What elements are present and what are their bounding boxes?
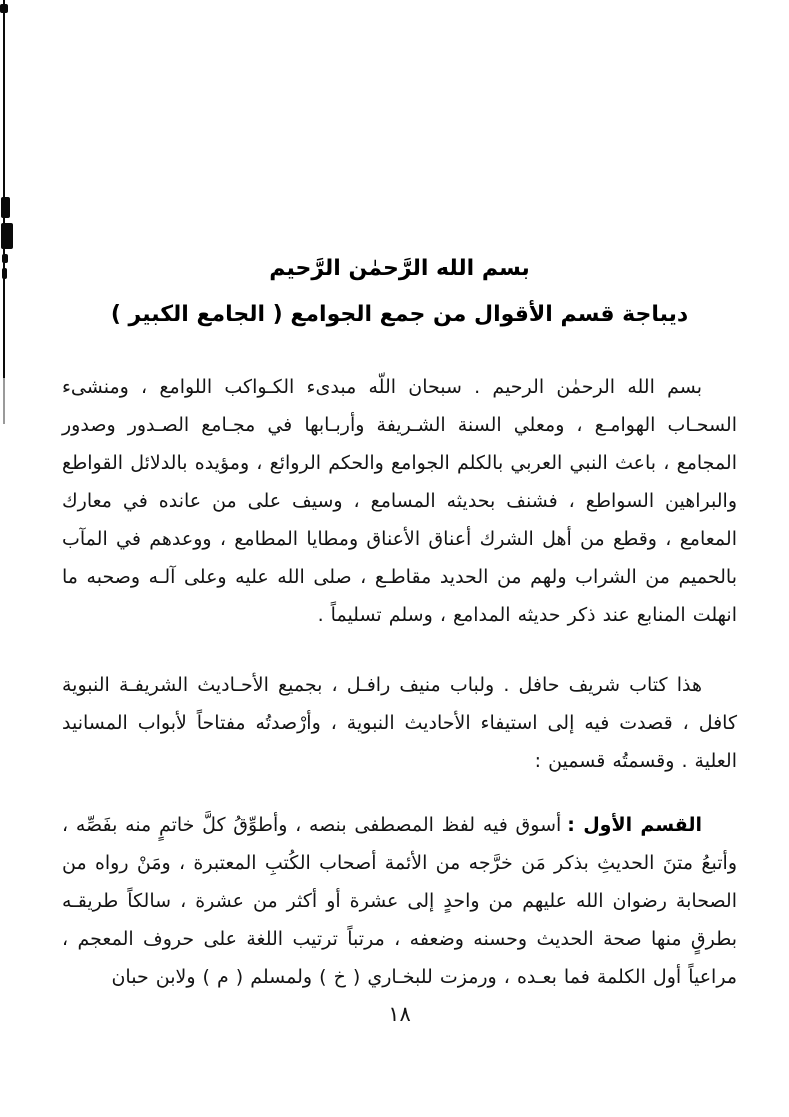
scan-ink-blot <box>2 268 7 279</box>
paragraph-lead-label: القسم الأول : <box>567 814 702 836</box>
scan-binding-line-fade <box>3 378 5 424</box>
scan-ink-blot <box>1 197 10 218</box>
basmala-heading: بسم الله الرَّحمٰن الرَّحيم <box>269 256 530 281</box>
scan-ink-blot <box>1 223 13 249</box>
page-number: ١٨ <box>388 1002 411 1026</box>
scan-ink-blot <box>0 4 8 13</box>
scan-binding-line <box>3 0 5 378</box>
scan-ink-blot <box>2 254 8 263</box>
paragraph-lead-text: أسوق فيه لفظ المصطفى بنصه ، وأطوِّقُ كلَّ خاتمٍ منه بفَصِّه ، وأتبعُ متنَ الحديثِ بذكر مَن خرَّجه من الأئمة أصحاب الكُتبِ المعتبرة ، ومَنْ رواه من الصحابة رضوان الله عليهم من واحدٍ إلى عشرة أو أكثر من عشرة ، سالكاً طريقـه بطرقٍ منها صحة الحديث وحسنه وضعفه ، مرتباً ترتيب اللغة على حروف المعجم ، مراعياً أول الكلمة فما بعـده ، ورمزت للبخـاري ( خ ) ولمسلم ( م ) ولابن حبان <box>62 814 737 988</box>
body-paragraph-2: هذا كتاب شريف حافل . ولباب منيف رافـل ، بجميع الأحـاديث الشريفـة النبوية كافل ، قصدت فيه إلى استيفاء الأحاديث النبوية ، وأرْصدتُه مفتاحاً لأبواب المسانيد العلية . وقسمتُه قسمين : <box>62 674 737 772</box>
page-content <box>62 0 737 996</box>
section-title: ديباجة قسم الأقوال من جمع الجوامع ( الجامع الكبير ) <box>110 302 689 327</box>
body-paragraph-3 <box>62 806 737 996</box>
body-paragraph-1: بسم الله الرحمٰن الرحيم . سبحان اللّه مبدىء الكـواكب اللوامع ، ومنشىء السحـاب الهوامـع ، ومعلي السنة الشـريفة وأربـابها في مجـامع الصـدور وصدور المجامع ، باعث النبي العربي بالكلم الجوامع والحكم الروائع ، ومؤيده بالدلائل القواطع والبراهين السواطع ، فشنف بحديثه المسامع ، وسيف على من عانده في معارك المعامع ، وقطع من أهل الشرك أعناق الأعناق ومطايا المطامع ، ووعدهم في المآب بالحميم من الشراب ولهم من الحديد مقاطـع ، صلى الله عليه وعلى آلـه وصحبه ما انهلت المنابع عند ذكر حديثه المدامع ، وسلم تسليماً . <box>62 376 737 626</box>
